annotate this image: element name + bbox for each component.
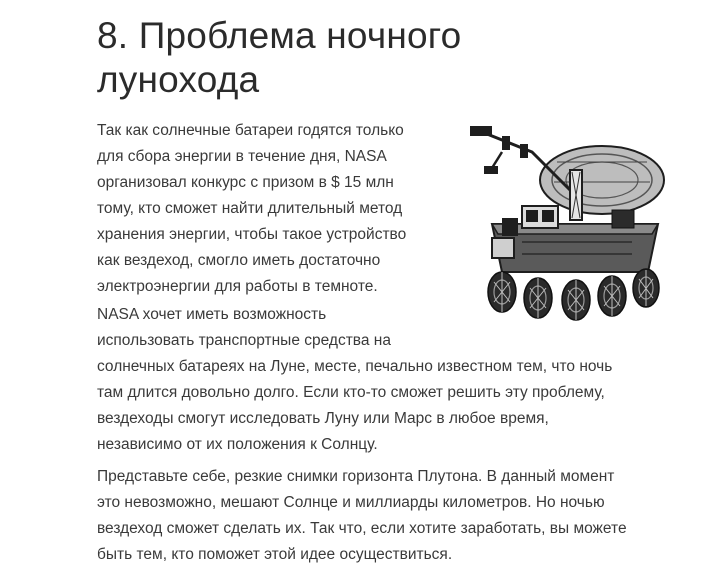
paragraph-line: быть тем, кто поможет этой идее осуществиться. [97, 546, 453, 563]
article-title [97, 14, 657, 102]
paragraph-line: электроэнергии для работы в темноте. [97, 278, 378, 295]
paragraph-line: хранения энергии, чтобы такое устройство [97, 226, 407, 243]
paragraph-line: тому, кто сможет найти длительный метод [97, 200, 403, 217]
paragraph-line: NASA хочет иметь возможность [97, 306, 327, 323]
lunokhod-rover-icon [462, 122, 678, 328]
paragraph-line: это невозможно, мешают Солнце и миллиарды километров. Но ночью [97, 494, 605, 511]
paragraph-line: вездеходы смогут исследовать Луну или Марс в любое время, [97, 410, 549, 427]
paragraph-line: для сбора энергии в течение дня, NASA [97, 148, 387, 165]
paragraph-line: вездеход сможет сделать их. Так что, если хотите заработать, вы можете [97, 520, 627, 537]
paragraph-line: использовать транспортные средства на [97, 332, 391, 349]
paragraph-line: Так как солнечные батареи годятся только [97, 122, 404, 139]
title-line: 8. Проблема ночного [97, 15, 462, 56]
paragraph-line: независимо от их положения к Солнцу. [97, 436, 378, 453]
paragraph-1 [97, 118, 457, 300]
paragraph-line: там длится довольно долго. Если кто-то сможет решить эту проблему, [97, 384, 605, 401]
paragraph-line: Представьте себе, резкие снимки горизонта Плутона. В данный момент [97, 468, 615, 485]
paragraph-line: организовал конкурс с призом в $ 15 млн [97, 174, 394, 191]
paragraph-line: как вездеход, смогло иметь достаточно [97, 252, 381, 269]
paragraph-line: солнечных батареях на Луне, месте, печально известном тем, что ночь [97, 358, 613, 375]
paragraph-3 [97, 464, 697, 568]
title-line: лунохода [97, 59, 260, 100]
